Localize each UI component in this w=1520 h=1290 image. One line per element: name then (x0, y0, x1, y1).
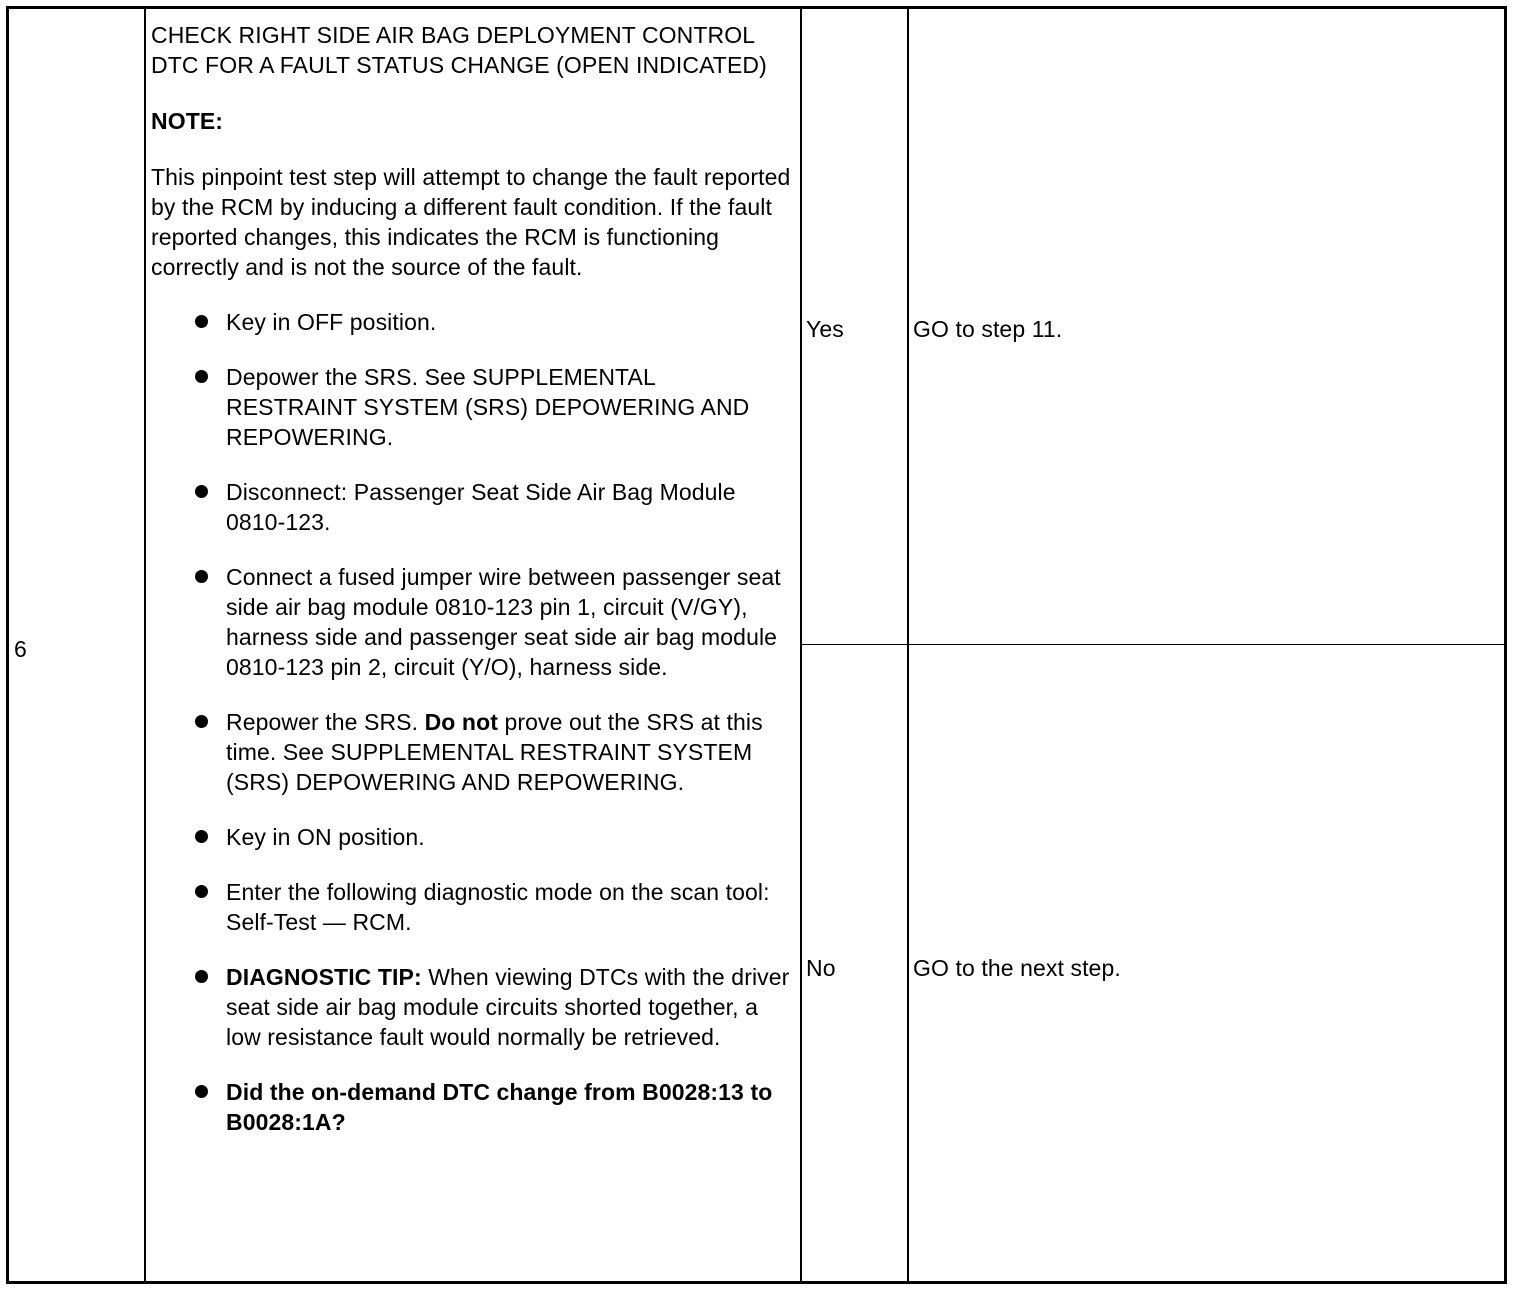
bullet-icon (195, 1085, 208, 1098)
instruction-item (151, 877, 791, 937)
row-divider (801, 644, 1504, 645)
instruction-text: Depower the SRS. See SUPPLEMENTAL RESTRAINT SYSTEM (SRS) DEPOWERING AND REPOWERING. (226, 364, 750, 450)
instruction-item (151, 362, 791, 452)
bullet-icon (195, 485, 208, 498)
action-no: GO to the next step. (913, 955, 1121, 981)
instruction-item (151, 822, 791, 852)
step-title: CHECK RIGHT SIDE AIR BAG DEPLOYMENT CONTROL DTC FOR A FAULT STATUS CHANGE (OPEN INDICATED) (151, 22, 767, 78)
step-content (151, 20, 791, 1137)
column-divider (907, 9, 909, 1281)
instruction-emphasis: Do not (424, 709, 498, 735)
instruction-item (151, 707, 791, 797)
note-label: NOTE: (151, 108, 224, 134)
instruction-text: prove out the SRS at this time. See SUPPLEMENTAL RESTRAINT SYSTEM (SRS) DEPOWERING AND REPOWERING. (226, 709, 763, 795)
step-number: 6 (14, 636, 27, 662)
action-yes: GO to step 11. (913, 316, 1063, 342)
instruction-item (151, 1077, 791, 1137)
column-divider (144, 9, 146, 1281)
instruction-list (151, 307, 791, 1137)
bullet-icon (195, 715, 208, 728)
instruction-emphasis: DIAGNOSTIC TIP: (226, 964, 422, 990)
instruction-text: Key in OFF position. (226, 309, 437, 335)
answer-no: No (806, 955, 836, 981)
instruction-question: Did the on-demand DTC change from B0028:13 to B0028:1A? (226, 1079, 773, 1135)
instruction-item (151, 962, 791, 1052)
bullet-icon (195, 315, 208, 328)
bullet-icon (195, 970, 208, 983)
bullet-icon (195, 885, 208, 898)
instruction-text: Enter the following diagnostic mode on the scan tool: Self-Test — RCM. (226, 879, 770, 935)
answer-yes: Yes (806, 316, 844, 342)
instruction-text: Connect a fused jumper wire between passenger seat side air bag module 0810-123 pin 1, circuit (V/GY), harness side and passenger seat side air bag module 0810-123 pin 2, circuit (Y/O), harness side. (226, 564, 781, 680)
pinpoint-test-table (6, 6, 1507, 1284)
note-text: This pinpoint test step will attempt to change the fault reported by the RCM by inducing a different fault condition. If the fault reported changes, this indicates the RCM is functioning correctly and is not the source of the fault. (151, 164, 791, 280)
bullet-icon (195, 370, 208, 383)
instruction-item (151, 562, 791, 682)
bullet-icon (195, 830, 208, 843)
instruction-item (151, 477, 791, 537)
instruction-text: Key in ON position. (226, 824, 425, 850)
bullet-icon (195, 570, 208, 583)
instruction-text: Disconnect: Passenger Seat Side Air Bag Module 0810-123. (226, 479, 736, 535)
instruction-text: Repower the SRS. (226, 709, 425, 735)
instruction-item (151, 307, 791, 337)
column-divider (800, 9, 802, 1281)
instruction-text: When viewing DTCs with the driver seat side air bag module circuits shorted together, a low resistance fault would normally be retrieved. (226, 964, 790, 1050)
